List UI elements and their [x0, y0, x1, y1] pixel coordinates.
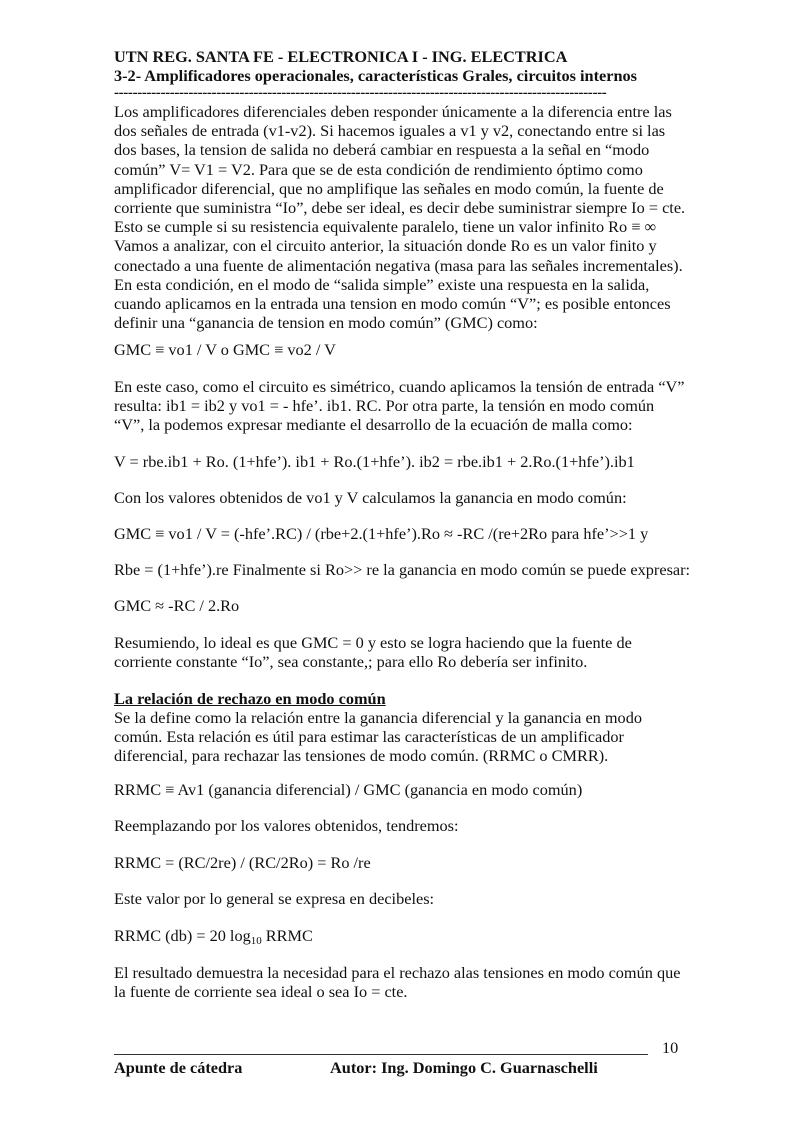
equation-rrmc-value: RRMC = (RC/2re) / (RC/2Ro) = Ro /re	[114, 853, 371, 872]
paragraph-symmetric	[114, 377, 685, 435]
text-line: Resumiendo, lo ideal es que GMC = 0 y esto se logra haciendo que la fuente de	[114, 633, 632, 652]
text-line: En este caso, como el circuito es simétrico, cuando aplicamos la tensión de entrada “V”	[114, 377, 685, 396]
text-line: común. Esta relación es útil para estimar las características de un amplificador	[114, 727, 624, 747]
eq-suffix: RRMC	[261, 926, 313, 945]
text-line: amplificador diferencial, que no amplifique las señales en modo común, la fuente de	[114, 178, 664, 198]
text-line: dos señales de entrada (v1-v2). Si hacemos iguales a v1 y v2, conectando entre si las	[114, 121, 666, 141]
footer-rule	[114, 1054, 648, 1055]
text-line: conectado a una fuente de alimentación negativa (masa para las señales incrementales).	[114, 255, 683, 275]
paragraph-replacing: Reemplazando por los valores obtenidos, tendremos:	[114, 816, 459, 835]
equation-gmc-full: GMC ≡ vo1 / V = (-hfe’.RC) / (rbe+2.(1+hfe’).Ro ≈ -RC /(re+2Ro para hfe’>>1 y	[114, 524, 649, 543]
text-line: corriente constante “Io”, sea constante,; para ello Ro debería ser infinito.	[114, 652, 588, 672]
paragraph-conclusion	[114, 963, 680, 1001]
page-number: 10	[662, 1038, 679, 1057]
text-line: común” V= V1 = V2. Para que se de esta condición de rendimiento óptimo como	[114, 159, 643, 179]
text-line: resulta: ib1 = ib2 y vo1 = - hfe’. ib1. RC. Por otra parte, la tensión en modo común	[114, 396, 655, 416]
equation-rrmc-db	[114, 926, 313, 945]
section-heading: La relación de rechazo en modo común	[114, 689, 386, 708]
text-line: En esta condición, en el modo de “salida simple” existe una respuesta en la salida,	[114, 274, 650, 294]
footer-right: Autor: Ing. Domingo C. Guarnaschelli	[330, 1058, 598, 1077]
equation-gmc-approx: GMC ≈ -RC / 2.Ro	[114, 596, 240, 615]
header-title: UTN REG. SANTA FE - ELECTRONICA I - ING. ELECTRICA	[114, 47, 568, 66]
eq-subscript: 10	[250, 935, 262, 947]
text-line: Se la define como la relación entre la ganancia diferencial y la ganancia en modo	[114, 708, 642, 727]
header-subtitle: 3-2- Amplificadores operacionales, características Grales, circuitos internos	[114, 66, 638, 85]
text-line: Los amplificadores diferenciales deben responder únicamente a la diferencia entre las	[114, 102, 672, 121]
text-line: Esto se cumple si su resistencia equivalente paralelo, tiene un valor infinito Ro ≡ ∞	[114, 217, 657, 237]
text-line: definir una “ganancia de tension en modo común” (GMC) como:	[114, 313, 538, 333]
text-line: corriente que suministra “Io”, debe ser ideal, es decir debe suministrar siempre Io = cte.	[114, 198, 686, 218]
eq-prefix: RRMC (db) = 20 log	[114, 926, 251, 945]
text-line: la fuente de corriente sea ideal o sea Io = cte.	[114, 982, 408, 1002]
equation-mesh: V = rbe.ib1 + Ro. (1+hfe’). ib1 + Ro.(1+hfe’). ib2 = rbe.ib1 + 2.Ro.(1+hfe’).ib1	[114, 452, 635, 471]
text-line: El resultado demuestra la necesidad para el rechazo alas tensiones en modo común que	[114, 963, 681, 982]
footer-left: Apunte de cátedra	[114, 1058, 243, 1077]
paragraph-rbe: Rbe = (1+hfe’).re Finalmente si Ro>> re la ganancia en modo común se puede expresar:	[114, 560, 691, 579]
paragraph-values: Con los valores obtenidos de vo1 y V calculamos la ganancia en modo común:	[114, 488, 627, 507]
equation-rrmc-definition: RRMC ≡ Av1 (ganancia diferencial) / GMC (ganancia en modo común)	[114, 780, 583, 799]
text-line: cuando aplicamos en la entrada una tension en modo común “V”; es posible entonces	[114, 294, 671, 314]
paragraph-summary	[114, 633, 632, 671]
text-line: diferencial, para rechazar las tensiones de modo común. (RRMC o CMRR).	[114, 746, 609, 766]
text-line: “V”, la podemos expresar mediante el desarrollo de la ecuación de malla como:	[114, 415, 633, 435]
paragraph-decibels: Este valor por lo general se expresa en decibeles:	[114, 889, 435, 908]
text-line: dos bases, la tension de salida no deberá cambiar en respuesta a la señal en “modo	[114, 140, 650, 160]
equation-gmc-definition: GMC ≡ vo1 / V o GMC ≡ vo2 / V	[114, 340, 336, 359]
paragraph-intro	[114, 102, 685, 332]
paragraph-cmrr-definition	[114, 708, 642, 766]
text-line: Vamos a analizar, con el circuito anterior, la situación donde Ro es un valor finito y	[114, 236, 657, 256]
header-separator: ----------------------------------------------------------------------------------------------------------	[114, 85, 607, 101]
